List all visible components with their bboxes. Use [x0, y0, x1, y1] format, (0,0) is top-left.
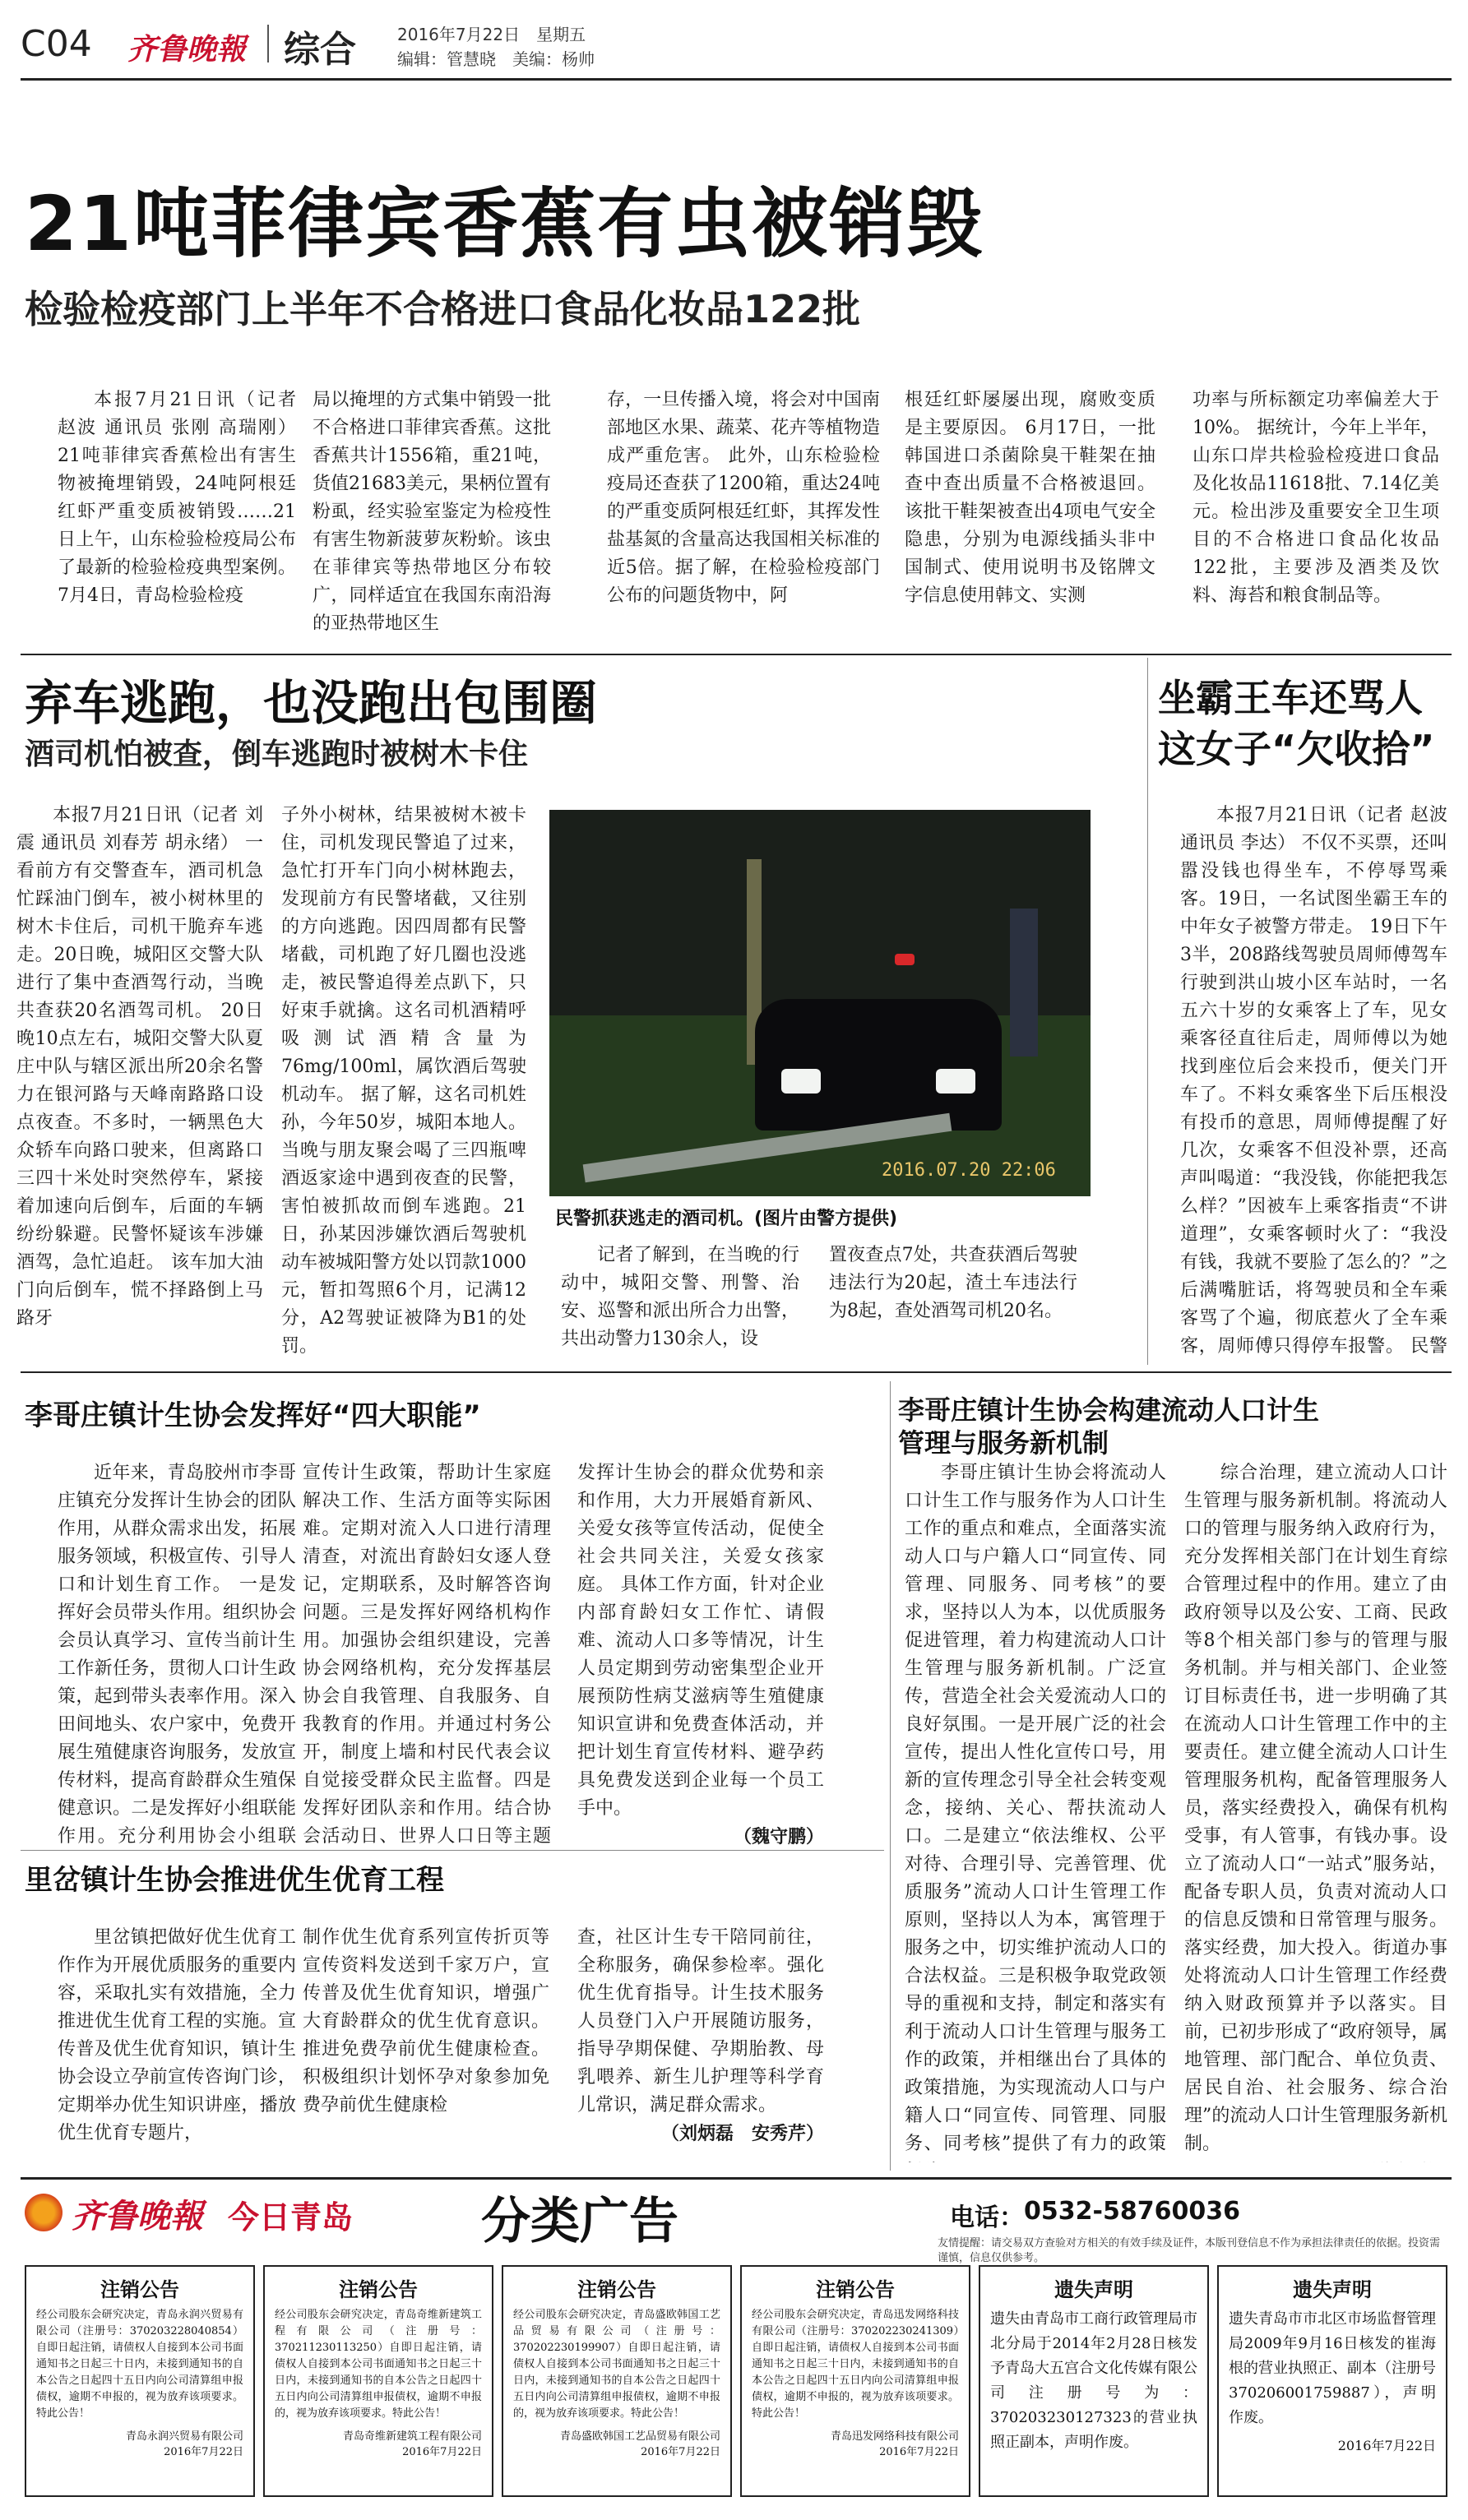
article6-col1: 里岔镇把做好优生优育工作作为开展优质服务的重要内容，采取扎实有效措施，全力推进优生优育工程的实施。宣传普及优生优育知识，镇计生协会设立孕前宣传咨询门诊，定期举办优生知识讲座，播放优生优育专题片， [58, 1927, 296, 2143]
article5-headline: 李哥庄镇计生协会构建流动人口计生管理与服务新机制 [898, 1394, 1320, 1459]
article2-col2: 子外小树林，结果被树木被卡住，司机发现民警追了过来，急忙打开车门向小树林跑去，发现前方有民警堵截，又往别的方向逃跑。因四周都有民警堵截，司机跑了好几圈也没逃走，被民警追得差点趴下，只好束手就擒。这名司机酒精呼吸测试酒精含量为76mg/100ml，属饮酒后驾驶机动车。 据了解，这名司机姓孙，今年50岁，城阳本地人。当晚与朋友聚会喝了三四瓶啤酒返家途中遇到夜查的民警，害怕被抓故而倒车逃跑。21日，孙某因涉嫌饮酒后驾驶机动车被城阳警方处以罚款1000元，暂扣驾照6个月，记满12分，A2驾驶证被降为B1的处罚。 [281, 805, 526, 1357]
article5-col1: 李哥庄镇计生协会将流动人口计生工作与服务作为人口计生工作的重点和难点，全面落实流动人口与户籍人口“同宣传、同管理、同服务、同考核”的要求，坚持以人为本，以优质服务促进管理，着力构建流动人口计生管理与服务新机制。广泛宣传，营造全社会关爱流动人口的良好氛围。一是开展广泛的社会宣传，提出人性化宣传口号，用新的宣传理念引导全社会转变观念，接纳、关心、帮扶流动人口。二是建立“依法维权、公平对待、合理引导、完善管理、优质服务”流动人口计生管理工作原则，坚持以人为本，寓管理于服务之中，切实维护流动人口的合法权益。三是积极争取党政领导的重视和支持，制定和落实有利于流动人口计生管理与服务工作的政策，并相继出台了具体的政策措施，为实现流动人口与户籍人口“同宣传、同管理、同服务、同考核”提供了有力的政策 [905, 1463, 1166, 2154]
article3-body: 本报7月21日讯（记者 赵波 通讯员 李达） 不仅不买票，还叫嚣没钱也得坐车，不停辱骂乘客。19日，一名试图坐霸王车的中年女子被警方带走。 19日下午3半，208路线驾驶员周师傅驾车行驶到洪山坡小区车站时，一名五六十岁的女乘客上了车，见女乘客径直往后走，周师傅以为她找到座位后会来投币，便关门开车了。不料女乘客坐下后压根没有投币的意思，周师傅提醒了好几次，女乘客不但没补票，还高声叫喝道：“我没钱，你能把我怎么样？”因被车上乘客指责“不讲道理”，女乘客顿时火了：“我没有钱，我就不要脸了怎么的？”之后满嘴脏话，将驾驶员和全车乘客骂了个遍，彻底惹火了全车乘客，周师傅只得停车报警。 民警 [1180, 805, 1447, 1357]
article1-col3: 存，一旦传播入境，将会对中国南部地区水果、蔬菜、花卉等植物造成严重危害。 此外，山东检验检疫局还查获了1200箱，重达24吨的严重变质阿根廷红虾，其挥发性盐基氮的含量高达我国相关标准的近5倍。据了解，在检验检疫部门公布的问题货物中，阿 [607, 390, 880, 606]
news-photo [549, 810, 1091, 1196]
photo-headlight-left [781, 1069, 821, 1094]
article4-headline: 李哥庄镇计生协会发挥好“四大职能” [25, 1399, 481, 1432]
article5-col2: 综合治理，建立流动人口计生管理与服务新机制。将流动人口的管理与服务纳入政府行为，充分发挥相关部门在计划生育综合管理过程中的作用。建立了由政府领导以及公安、工商、民政等8个相关部门参与的管理与服务机制。并与相关部门、企业签订目标责任书，进一步明确了其在流动人口计生管理工作中的主要责任。建立健全流动人口计生管理服务机构，配备管理服务人员，落实经费投入，确保有机构受事，有人管事，有钱办事。设立了流动人口“一站式”服务站，配备专职人员，负责对流动人口的信息反馈和日常管理与服务。落实经费，加大投入。街道办事处将流动人口计生管理工作经费纳入财政预算并予以落实。目前，已初步形成了“政府领导，属地管理、部门配合、单位负责、居民自治、社会服务、综合治理”的流动人口计生管理服务新机制。 [1184, 1459, 1447, 2162]
ads-title: 分类广告 [481, 2193, 678, 2250]
ads-sun-icon [25, 2194, 63, 2231]
ad-sign: 青岛盛欧韩国工艺品贸易有限公司 [559, 2430, 720, 2443]
ad-title: 遗失声明 [1054, 2278, 1133, 2301]
article2-col3: 记者了解到，在当晚的行动中，城阳交警、刑警、治安、巡警和派出所合力出警，共出动警力130余人，设 [561, 1245, 799, 1349]
article1-col5: 功率与所标额定功率偏差大于10%。 据统计，今年上半年，山东口岸共检验检疫进口食品及化妆品11618批、7.14亿美元。检出涉及重要安全卫生项目的不合格进口食品化妆品122批，主要涉及酒类及饮料、海苔和粮食制品等。 [1192, 390, 1439, 606]
article5-left-divider [890, 1381, 891, 2171]
section-name: 综合 [284, 29, 356, 71]
ad-sign: 青岛永润兴贸易有限公司 [125, 2430, 243, 2443]
ad-sign: 青岛奇维新建筑工程有限公司 [342, 2430, 482, 2443]
ad-body: 经公司股东会研究决定，青岛奇维新建筑工程有限公司（注册号：370211230113250）自即日起注销，请债权人自接到本公司书面通知书之日起三十日内，未接到通知书的自本公告之日起四十五日内向公司清算组申报债权，逾期不申报的，视为放弃该项要求。特此公告！ [275, 2309, 482, 2420]
photo-headlight-right [936, 1069, 975, 1094]
ad-box [1217, 2265, 1447, 2497]
article1-headline: 21吨菲律宾香蕉有虫被销毁 [25, 180, 984, 268]
ads-banner [21, 2187, 1452, 2250]
ad-box [25, 2265, 255, 2497]
article4-col1: 近年来，青岛胶州市李哥庄镇充分发挥计生协会的团队作用，从群众需求出发，拓展服务领域，积极宣传、引导人口和计划生育工作。 一是发挥好会员带头作用。组织协会会员认真学习、宣传当前计生工作新任务，贯彻人口计生政策，起到带头表率作用。深入田间地头、农户家中，免费开展生殖健康咨询服务，发放宣传材料，提高育龄群众生殖保健意识。二是发挥好小组联能作用。充分利用协会小组联 [58, 1463, 296, 1847]
article4-col3: 发挥计生协会的群众优势和亲和作用，大力开展婚育新风、关爱女孩等宣传活动，促使全社会共同关注，关爱女孩家庭。 具体工作方面，针对企业内部育龄妇女工作忙、请假难、流动人口多等情况，计生人员定期到劳动密集型企业开展预防性病艾滋病等生殖健康知识宣讲和免费查体活动，并把计划生育宣传材料、避孕药具免费发送到企业每一个员工手中。 （魏守鹏） [577, 1459, 824, 1854]
section-divider-2 [21, 1371, 1452, 1373]
ad-date: 2016年7月22日 [164, 2446, 243, 2458]
ad-box [502, 2265, 732, 2497]
section-divider-1 [21, 654, 1452, 655]
photo-car [755, 999, 1002, 1131]
ad-date: 2016年7月22日 [1337, 2438, 1436, 2453]
ad-title: 遗失声明 [1293, 2278, 1372, 2301]
article6-top-divider [21, 1850, 884, 1851]
page-number: C04 [21, 23, 92, 65]
article2-col4: 置夜查点7处，共查获酒后驾驶违法行为20起，渣土车违法行为8起，查处酒驾司机20名。 [829, 1245, 1077, 1321]
article3-left-divider [1147, 658, 1148, 1365]
ads-brand: 齐鲁晚報 [72, 2197, 203, 2236]
article4-col2: 宣传计生政策，帮助计生家庭解决工作、生活方面等实际困难。定期对流入人口进行清理清查，对流出育龄妇女逐人登记，定期联系，及时解答咨询问题。三是发挥好网络机构作用。加强协会组织建设，完善协会网络机构，充分发挥基层协会自我管理、自我服务、自我教育的作用。并通过村务公开，制度上墙和村民代表会议自觉接受群众民主监督。四是发挥好团队亲和作用。结合协会活动日、世界人口日等主题 [303, 1463, 551, 1847]
article1-col4: 根廷红虾屡屡出现，腐败变质是主要原因。 6月17日，一批韩国进口杀菌除臭干鞋架在抽查中查出质量不合格被退回。该批干鞋架被查出4项电气安全隐患，分别为电源线插头非中国制式、使用说明书及铭牌文字信息使用韩文、实测 [905, 390, 1155, 606]
ad-date: 2016年7月22日 [641, 2446, 720, 2458]
ad-body: 遗失由青岛市工商行政管理局市北分局于2014年2月28日核发予青岛大五宫合文化传媒有限公司注册号为：370203230127323的营业执照正副本，声明作废。 [990, 2310, 1197, 2451]
article1-subhead: 检验检疫部门上半年不合格进口食品化妆品122批 [25, 287, 861, 331]
ad-body: 经公司股东会研究决定，青岛永润兴贸易有限公司（注册号：370203228040854）自即日起注销，请债权人自接到本公司书面通知书之日起三十日内，未接到通知书的自本公告之日起四十五日内向公司清算组申报债权，逾期不申报的，视为放弃该项要求。特此公告！ [36, 2309, 243, 2420]
article5-byline [1184, 2158, 1447, 2162]
ad-sign: 青岛迅发网络科技有限公司 [830, 2430, 959, 2443]
ad-title: 注销公告 [816, 2278, 895, 2301]
ads-city: 今日青岛 [228, 2199, 354, 2236]
ad-body: 经公司股东会研究决定，青岛迅发网络科技有限公司（注册号：370202230241309）自即日起注销，请债权人自接到本公司书面通知书之日起三十日内，未接到通知书的自本公告之日起四十五日内向公司清算组申报债权，逾期不申报的，视为放弃该项要求。特此公告！ [752, 2309, 959, 2420]
photo-caption: 民警抓获逃走的酒司机。(图片由警方提供) [555, 1209, 898, 1229]
article2-col1: 本报7月21日讯（记者 刘震 通讯员 刘春芳 胡永绪） 一看前方有交警查车，酒司机急忙踩油门倒车，被小树林里的树木卡住后，司机干脆弃车逃走。20日晚，城阳区交警大队进行了集中查酒驾行动，当晚共查获20名酒驾司机。 20日晚10点左右，城阳交警大队夏庄中队与辖区派出所20余名警力在银河路与天峰南路路口设点夜查。不多时，一辆黑色大众轿车向路口驶来，但离路口三四十米处时突然停车，紧接着加速向后倒车，后面的车辆纷纷躲避。民警怀疑该车涉嫌酒驾，急忙追赶。 该车加大油门向后倒车，慌不择路倒上马路牙 [16, 805, 263, 1329]
ad-box [979, 2265, 1209, 2497]
photo-police-figure [1010, 909, 1038, 1057]
article3-headline: 坐霸王车还骂人这女子“欠收拾” [1158, 676, 1435, 771]
masthead-editor: 编辑：管慧晓 美编：杨帅 [397, 49, 595, 69]
ad-title: 注销公告 [339, 2278, 418, 2301]
article2-headline: 弃车逃跑，也没跑出包围圈 [25, 675, 598, 731]
article6-col3: 查，社区计生专干陪同前往，全称服务，确保参检率。强化优生优育指导。计生技术服务人员登门入户开展随访服务，指导孕期保健、孕期胎教、母乳喂养、新生儿护理等科学育儿常识，满足群众需求。 （刘炳磊 安秀芹） [577, 1924, 824, 2171]
ads-phone: 0532-58760036 [1024, 2197, 1240, 2226]
article1-col2: 局以掩埋的方式集中销毁一批不合格进口菲律宾香蕉。这批香蕉共计1556箱，重21吨，货值21683美元，果柄位置有粉虱，经实验室鉴定为检疫性有害生物新菠萝灰粉蚧。该虫在菲律宾等热带地区分布较广，同样适宜在我国东南沿海的亚热带地区生 [313, 390, 551, 634]
article1-col1: 本报7月21日讯（记者 赵波 通讯员 张刚 高瑞刚） 21吨菲律宾香蕉检出有害生物被掩埋销毁，24吨阿根廷红虾严重变质被销毁……21日上午，山东检验检疫局公布了最新的检验检疫典型案例。 7月4日，青岛检验检疫 [58, 390, 296, 606]
ad-body: 遗失青岛市市北区市场监督管理局2009年9月16日核发的崔海根的营业执照正、副本（注册号370206001759887），声明作废。 [1229, 2310, 1436, 2426]
masthead [21, 16, 1452, 74]
ad-body: 经公司股东会研究决定，青岛盛欧韩国工艺品贸易有限公司（注册号：370202230199907）自即日起注销，请债权人自接到本公司书面通知书之日起三十日内，未接到通知书的自本公告之日起四十五日内向公司清算组申报债权，逾期不申报的，视为放弃该项要求。特此公告！ [513, 2309, 720, 2420]
article4-byline: （魏守鹏） [733, 1826, 824, 1847]
section-divider-3 [21, 2177, 1452, 2180]
ad-box [740, 2265, 970, 2497]
ad-date: 2016年7月22日 [879, 2446, 959, 2458]
photo-light [895, 954, 915, 965]
masthead-date: 2016年7月22日 星期五 [397, 25, 586, 44]
paper-logo: 齐鲁晚報 [127, 32, 247, 67]
masthead-rule [21, 78, 1452, 81]
article6-col2: 制作优生优育系列宣传折页等宣传资料发送到千家万户，宣传普及优生优育知识，增强广大育龄群众的优生优育意识。 推进免费孕前优生健康检查。积极组织计划怀孕对象参加免费孕前优生健康检 [303, 1927, 549, 2115]
article6-headline: 里岔镇计生协会推进优生优育工程 [25, 1864, 444, 1897]
masthead-divider [267, 25, 269, 62]
ad-title: 注销公告 [577, 2278, 656, 2301]
ad-title: 注销公告 [100, 2278, 179, 2301]
photo-timestamp: 2016.07.20 22:06 [882, 1160, 1056, 1181]
article6-byline: （刘炳磊 安秀芹） [660, 2123, 824, 2144]
ad-box [263, 2265, 493, 2497]
ads-notice: 友情提醒：请交易双方查验对方相关的有效手续及证件，本版刊登信息不作为承担法律责任的依据。投资需谨慎，信息仅供参考。 [938, 2237, 1441, 2264]
ad-date: 2016年7月22日 [402, 2446, 482, 2458]
ads-phone-label: 电话： [950, 2203, 1024, 2232]
article2-subhead: 酒司机怕被查，倒车逃跑时被树木卡住 [25, 738, 529, 771]
